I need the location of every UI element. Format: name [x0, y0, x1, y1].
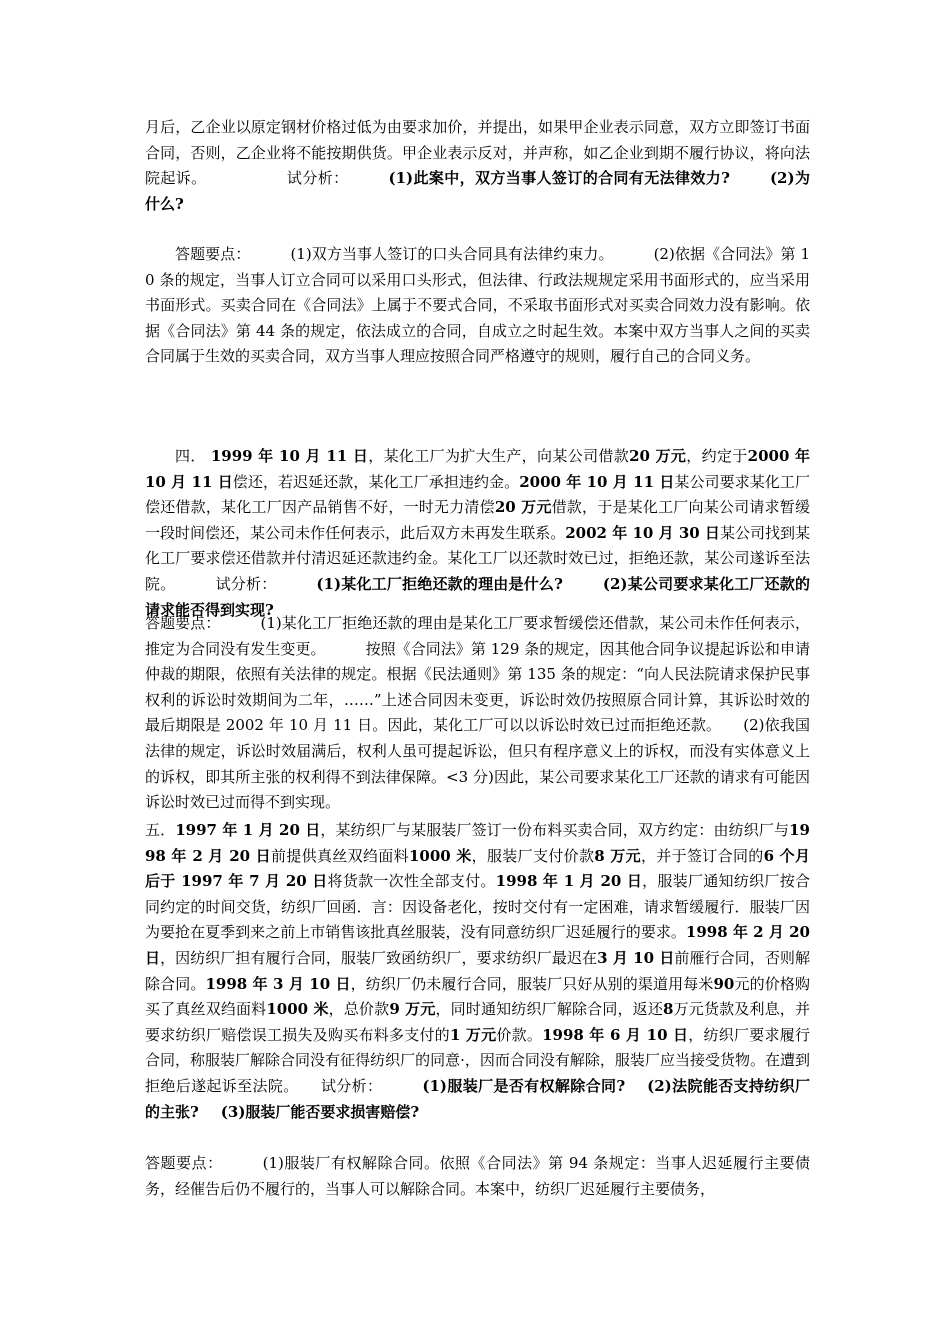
case5-question-1: (1)服装厂是否有权解除合同? [422, 1076, 626, 1095]
case5-prompt: 试分析： [320, 1076, 383, 1095]
case4-answer-1: (1)某化工厂拒绝还款的理由是某化工厂要求暂缓偿还借款，某公司未作任何表示，推定为合同没有发生变更。 [145, 614, 810, 658]
case3-question-1: (1)此案中，双方当事人签订的合同有无法律效力? [388, 169, 730, 188]
case5-extra-cost: 1 万元 [449, 1025, 497, 1044]
case4-question-1: (1)某化工厂拒绝还款的理由是什么? [316, 574, 563, 593]
case4-date-3: 2000 年 10 月 11 日 [519, 472, 675, 491]
case5-question [145, 818, 810, 1125]
case5-text-2: 前提供真丝双绉面料 [270, 846, 409, 865]
case5-quantity: 1000 米 [408, 846, 472, 865]
case5-date-6: 3 月 10 日 [597, 948, 675, 967]
case5-answer [145, 1151, 810, 1202]
case5-text-5: 将货款一次性全部支付。 [327, 872, 496, 891]
case4-text-2: ，约定于 [686, 447, 748, 465]
case4-date-2: 2000 年 10 月 11 日 [145, 447, 810, 491]
case4-text-1: ，某化工厂为扩大生产，向某公司借款 [368, 447, 630, 465]
case5-text-3: ，服装厂支付价款 [471, 846, 595, 865]
case4-date-4: 2002 年 10 月 30 日 [565, 523, 720, 542]
case4-amount: 20 万元 [629, 447, 687, 465]
case4-date-1: 1999 年 10 月 11 日 [210, 447, 369, 465]
case5-text-12: ，同时通知纺织厂解除合同，返还 [435, 1000, 664, 1019]
case5-date-3: 6 个月后于 1997 年 7 月 20 日 [145, 846, 810, 891]
case5-text-8: 前雁行合同，否则解除合同。 [145, 948, 810, 993]
case4-prompt: 试分析： [215, 574, 277, 593]
case5-text-15: ，纺织厂要求履行合同，称服装厂解除合同没有征得纺织厂的同意·，因而合同没有解除，服装厂应当接受货物。在遭到拒绝后遂起诉至法院。 [145, 1025, 810, 1095]
case5-text-11: ，总价款 [328, 1000, 390, 1019]
case3-prompt: 试分析： [286, 169, 349, 188]
case5-refund: 8 [663, 1000, 674, 1019]
case5-unit-price: 90 [713, 974, 735, 993]
case4-amount-2: 20 万元 [494, 498, 552, 517]
case5-date-4: 1998 年 1 月 20 日 [495, 872, 643, 891]
case5-question-3: (3)服装厂能否要求损害赔偿? [220, 1102, 420, 1121]
case5-total-price: 9 万元 [389, 1000, 436, 1019]
case4-question-2: (2)某公司要求某化工厂还款的请求能否得到实现? [145, 574, 810, 619]
case3-answer-label: 答题要点： [175, 245, 251, 263]
case3-question-2: (2)为什么? [145, 169, 810, 213]
case4-answer-2: (2)依我国法律的规定，诉讼时效届满后，权利人虽可提起诉讼，但只有程序意义上的诉权，而没有实体意义上的诉权，即其所主张的权利得不到法律保障。<3 分)因此，某公司要求某化工厂还款的请求有可能因诉讼时效已过而得不到实现。 [145, 716, 810, 812]
case5-text-6: ，服装厂通知纺织厂按合同约定的时间交货，纺织厂回函．言：因设备老化，按时交付有一定困难，请求暂缓履行．服装厂因为要抢在夏季到来之前上市销售该批真丝服装，没有同意纺织厂迟延履行的要求。 [145, 872, 810, 942]
case5-question-2: (2)法院能否支持纺织厂的主张? [145, 1076, 810, 1121]
case5-date-8: 1998 年 6 月 10 日 [542, 1025, 689, 1044]
case4-text-4: 某公司要求某化工厂偿还借款，某化工厂因产品销售不好，一时无力清偿 [145, 472, 810, 517]
case4-number: 四． [175, 447, 206, 465]
case3-line-3: 期不履行协议，将向法院起诉。 [145, 143, 810, 188]
case4-answer-1b: 按照《合同法》第 129 条的规定，因其他合同争议提起诉讼和申请仲裁的期限，依照有关法律的规定。根据《民法通则》第 135 条的规定：“向人民法院请求保护民事权利的诉讼时效期间为二年，……”上述合同因未变更，诉讼时效仍按照原合同计算，其诉讼时效的最后期限是 2002 年 10 月 11 日。因此，某化工厂可以以诉讼时效已过而拒绝还款。 [145, 639, 810, 735]
case5-quantity-2: 1000 米 [266, 1000, 329, 1019]
case3-question [145, 115, 810, 217]
case5-date-1: 1997 年 1 月 20 日 [175, 821, 321, 839]
case4-answer-label: 答题要点： [145, 614, 221, 632]
case3-line-1: 月后，乙企业以原定钢材价格过低为由要求加价，并提出，如果甲企业表示同意，双方立 [145, 118, 735, 136]
case5-text-7: ，因纺织厂担有履行合同，服装厂致函纺织厂，要求纺织厂最迟在 [160, 948, 598, 967]
case4-text-5: 借款，于是某化工厂向某公司请求暂缓一段时间偿还，某公司未作任何表示，此后双方未再发生联系。 [145, 498, 810, 542]
case3-line-2: 即签订书面合同，否则，乙企业将不能按期供货。甲企业表示反对，并声称，如乙企业到 [145, 118, 810, 162]
case3-answer-1: (1)双方当事人签订的口头合同具有法律约束力。 [290, 245, 614, 263]
case3-answer-2: (2)依据《合同法》第 10 条的规定，当事人订立合同可以采用口头形式，但法律、行政法规规定采用书面形式的，应当采用书面形式。买卖合同在《合同法》上属于不要式合同，不采取书面形式对买卖合同效力没有影响。依据《合同法》第 44 条的规定，依法成立的合同，自成立之时起生效。本案中双方当事人之间的买卖合同属于生效的买卖合同，双方当事人理应按照合同严格遵守的规则，履行自己的合同义务。 [145, 245, 811, 366]
case5-price: 8 万元 [594, 846, 641, 865]
case4-question [145, 444, 810, 623]
case5-number: 五． [145, 821, 176, 839]
case4-text-6: 某公司找到某化工厂要求偿还借款并付清迟延还款违约金。某化工厂以还款时效已过，拒绝还款，某公司遂诉至法院。 [145, 523, 810, 593]
case5-date-2: 1998 年 2 月 20 日 [145, 821, 810, 865]
case3-answer [145, 242, 810, 370]
case4-text-3: 偿还，若迟延还款，某化工厂承担违约金。 [232, 472, 520, 491]
case5-answer-1: (1)服装厂有权解除合同。依照《合同法》第 94 条规定：当事人迟延履行主要债务，经催告后仍不履行的，当事人可以解除合同。本案中，纺织厂迟延履行主要债务， [145, 1154, 810, 1198]
case5-text-14: 价款。 [496, 1025, 543, 1044]
case5-text-10: 元的价格购买了真丝双绉面料 [145, 974, 810, 1019]
case4-answer [145, 611, 810, 816]
case5-date-5: 1998 年 2 月 20 日 [145, 923, 810, 967]
case5-date-7: 1998 年 3 月 10 日 [205, 974, 351, 993]
case5-text-4: ，并于签订合同的 [640, 846, 764, 865]
case5-text-13: 万元货款及利息，并要求纺织厂赔偿误工损失及购买布料多支付的 [145, 1000, 810, 1044]
case5-text-9: ，纺织厂仍未履行合同，服装厂只好从别的渠道用每米 [350, 974, 714, 993]
case5-text-1: ，某纺织厂与某服装厂签订一份布料买卖合同，双方约定：由纺织厂与 [320, 821, 790, 839]
case5-answer-label: 答题要点： [145, 1154, 223, 1172]
